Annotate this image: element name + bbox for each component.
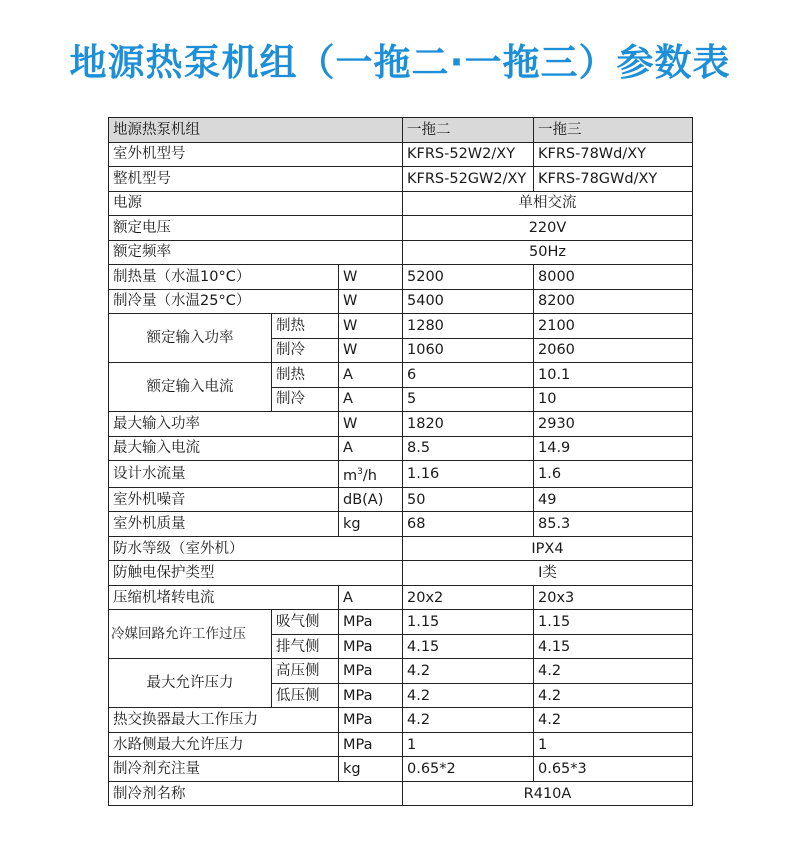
header-label: 地源热泵机组 [109,118,403,143]
unit-cell: W [339,265,403,290]
unit-cell: A [339,585,403,610]
group-label: 额定输入电流 [109,363,272,412]
row-label: 最大输入电流 [109,436,339,461]
sub-label: 制冷 [272,387,339,412]
table-row [109,536,693,561]
unit-cell: A [339,387,403,412]
table-row [109,363,693,388]
sub-label: 制冷 [272,338,339,363]
value-cell: 4.2 [403,659,534,684]
value-cell: 8.5 [403,436,534,461]
unit-superscript: 3 [357,467,363,477]
row-label: 室外机型号 [109,142,403,167]
value-cell: 68 [403,512,534,537]
table-row [109,659,693,684]
value-cell: I类 [403,561,693,586]
row-label: 电源 [109,191,403,216]
table-row [109,314,693,339]
table-row [109,289,693,314]
value-cell: KFRS-52W2/XY [403,142,534,167]
value-cell: 4.2 [403,683,534,708]
row-label: 防水等级（室外机） [109,536,403,561]
table-row [109,240,693,265]
row-label: 压缩机堵转电流 [109,585,339,610]
value-cell: 50 [403,487,534,512]
value-cell: 20x3 [534,585,693,610]
sub-label: 吸气侧 [272,610,339,635]
table-row [109,461,693,488]
row-label: 防触电保护类型 [109,561,403,586]
value-cell: 1280 [403,314,534,339]
spec-table [108,117,693,806]
table-row [109,781,693,806]
table-header-row [109,118,693,143]
group-label: 额定输入功率 [109,314,272,363]
row-label: 热交换器最大工作压力 [109,708,339,733]
sub-label: 低压侧 [272,683,339,708]
unit-cell: W [339,412,403,437]
table-row [109,757,693,782]
value-cell: 2930 [534,412,693,437]
group-label: 冷媒回路允许工作过压 [109,610,272,659]
value-cell: 1.16 [403,461,534,488]
value-cell: 10 [534,387,693,412]
row-label: 水路侧最大允许压力 [109,732,339,757]
value-cell: 4.2 [534,708,693,733]
value-cell: 0.65*3 [534,757,693,782]
value-cell: 50Hz [403,240,693,265]
value-cell: 49 [534,487,693,512]
unit-main: m [343,467,358,484]
table-row [109,191,693,216]
value-cell: 4.2 [534,659,693,684]
table-row [109,512,693,537]
value-cell: KFRS-78GWd/XY [534,167,693,192]
row-label: 设计水流量 [109,461,339,488]
value-cell: 5400 [403,289,534,314]
sub-label: 制热 [272,363,339,388]
value-cell: 4.2 [534,683,693,708]
unit-cell: MPa [339,659,403,684]
value-cell: 10.1 [534,363,693,388]
row-label: 制热量（水温10°C） [109,265,339,290]
value-cell: KFRS-78Wd/XY [534,142,693,167]
unit-cell: MPa [339,634,403,659]
value-cell: 220V [403,216,693,241]
group-label: 最大允许压力 [109,659,272,708]
value-cell: 5 [403,387,534,412]
header-col1: 一拖二 [403,118,534,143]
table-row [109,732,693,757]
sub-label: 高压侧 [272,659,339,684]
value-cell: 85.3 [534,512,693,537]
table-row [109,142,693,167]
value-cell: 4.15 [403,634,534,659]
row-label: 额定电压 [109,216,403,241]
unit-cell [339,461,403,488]
value-cell: 1 [534,732,693,757]
value-cell: 5200 [403,265,534,290]
value-cell: 1.15 [534,610,693,635]
value-cell: 单相交流 [403,191,693,216]
table-row [109,561,693,586]
table-row [109,610,693,635]
row-label: 制冷剂名称 [109,781,403,806]
row-label: 制冷量（水温25°C） [109,289,339,314]
table-row [109,487,693,512]
value-cell: 4.2 [403,708,534,733]
table-row [109,216,693,241]
value-cell: 1.15 [403,610,534,635]
unit-cell: MPa [339,610,403,635]
unit-cell: W [339,289,403,314]
row-label: 最大输入功率 [109,412,339,437]
value-cell: 0.65*2 [403,757,534,782]
row-label: 额定频率 [109,240,403,265]
unit-cell: W [339,338,403,363]
unit-cell: A [339,363,403,388]
value-cell: 14.9 [534,436,693,461]
value-cell: R410A [403,781,693,806]
unit-tail: /h [362,467,377,484]
unit-cell: MPa [339,732,403,757]
table-row [109,265,693,290]
value-cell: IPX4 [403,536,693,561]
unit-cell: kg [339,757,403,782]
value-cell: 1 [403,732,534,757]
sub-label: 排气侧 [272,634,339,659]
value-cell: 2100 [534,314,693,339]
value-cell: 1.6 [534,461,693,488]
value-cell: 4.15 [534,634,693,659]
row-label: 室外机质量 [109,512,339,537]
header-col2: 一拖三 [534,118,693,143]
value-cell: 2060 [534,338,693,363]
sub-label: 制热 [272,314,339,339]
value-cell: 1820 [403,412,534,437]
value-cell: 8200 [534,289,693,314]
table-row [109,412,693,437]
table-row [109,708,693,733]
row-label: 整机型号 [109,167,403,192]
unit-cell: dB(A) [339,487,403,512]
table-row [109,585,693,610]
unit-cell: W [339,314,403,339]
row-label: 室外机噪音 [109,487,339,512]
row-label: 制冷剂充注量 [109,757,339,782]
table-row [109,167,693,192]
value-cell: KFRS-52GW2/XY [403,167,534,192]
value-cell: 1060 [403,338,534,363]
unit-cell: MPa [339,708,403,733]
table-row [109,436,693,461]
unit-cell: MPa [339,683,403,708]
value-cell: 20x2 [403,585,534,610]
unit-cell: A [339,436,403,461]
page-title: 地源热泵机组（一拖二·一拖三）参数表 [69,41,731,84]
value-cell: 6 [403,363,534,388]
value-cell: 8000 [534,265,693,290]
unit-cell: kg [339,512,403,537]
